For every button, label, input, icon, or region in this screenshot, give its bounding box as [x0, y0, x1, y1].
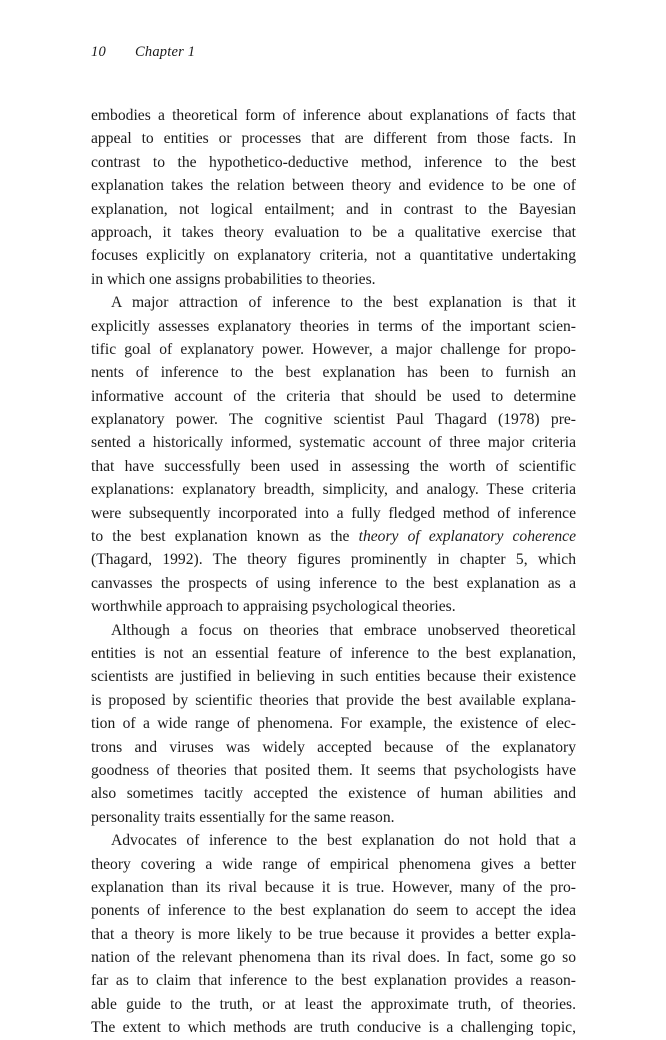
- text-line: Advocates of inference to the best explanation do not hold that a: [111, 832, 576, 850]
- text-line: Although a focus on theories that embrace unobserved theoretical: [111, 621, 576, 639]
- running-head: [91, 44, 195, 61]
- text-line: explicitly assesses explanatory theories in terms of the important scien-: [91, 317, 576, 335]
- text-line: far as to claim that inference to the best explanation provides a reason-: [91, 972, 576, 990]
- italic-term: theory of explanatory coherence: [358, 528, 576, 546]
- paragraph: [91, 291, 576, 618]
- text-line: personality traits essentially for the same reason.: [91, 808, 395, 826]
- paragraph: [91, 829, 576, 1040]
- text-line: explanation takes the relation between theory and evidence to be one of: [91, 177, 576, 195]
- text-line: also sometimes tacitly accepted the existence of human abilities and: [91, 785, 576, 803]
- text-line: to the best explanation known as the theory of explanatory coherence: [91, 528, 576, 546]
- text-line: scientists are justified in believing in such entities because their existence: [91, 668, 576, 686]
- text-line: that have successfully been used in assessing the worth of scientific: [91, 457, 576, 475]
- text-line: able guide to the truth, or at least the approximate truth, of theories.: [91, 995, 576, 1013]
- text-line: approach, it takes theory evaluation to be a qualitative exercise that: [91, 223, 576, 241]
- chapter-title: Chapter 1: [135, 44, 196, 60]
- text-line: appeal to entities or processes that are different from those facts. In: [91, 130, 576, 148]
- text-line: that a theory is more likely to be true because it provides a better expla-: [91, 925, 576, 943]
- text-line: explanatory power. The cognitive scientist Paul Thagard (1978) pre-: [91, 411, 576, 429]
- text-line: embodies a theoretical form of inference about explanations of facts that: [91, 107, 576, 124]
- text-line: theory covering a wide range of empirical phenomena gives a better: [91, 855, 576, 873]
- text-line: focuses explicitly on explanatory criteria, not a quantitative undertaking: [91, 247, 576, 265]
- text-line: tific goal of explanatory power. However, a major challenge for propo-: [91, 340, 576, 358]
- text-line: explanations: explanatory breadth, simplicity, and analogy. These criteria: [91, 481, 576, 499]
- paragraph: [91, 619, 576, 830]
- text-line: in which one assigns probabilities to theories.: [91, 270, 376, 288]
- text-line: The extent to which methods are truth conducive is a challenging topic,: [91, 1019, 576, 1037]
- page-number: 10: [91, 44, 106, 60]
- text-line: tion of a wide range of phenomena. For example, the existence of elec-: [91, 715, 576, 733]
- text-line: explanation than its rival because it is true. However, many of the pro-: [91, 878, 576, 896]
- text-line: A major attraction of inference to the best explanation is that it: [111, 294, 576, 312]
- paragraph: [91, 104, 576, 291]
- text-line: ponents of inference to the best explanation do seem to accept the idea: [91, 902, 576, 920]
- text-line: contrast to the hypothetico-deductive method, inference to the best: [91, 153, 576, 171]
- text-line: (Thagard, 1992). The theory figures prominently in chapter 5, which: [91, 551, 576, 569]
- text-line: nation of the relevant phenomena than its rival does. In fact, some go so: [91, 949, 576, 967]
- text-line: sented a historically informed, systematic account of three major criteria: [91, 434, 576, 452]
- text-line: nents of inference to the best explanation has been to furnish an: [91, 364, 576, 382]
- body-text: [91, 104, 576, 1040]
- text-line: goodness of theories that posited them. It seems that psychologists have: [91, 761, 576, 779]
- text-line: trons and viruses was widely accepted because of the explanatory: [91, 738, 576, 756]
- text-line: entities is not an essential feature of inference to the best explanation,: [91, 644, 576, 662]
- text-line: were subsequently incorporated into a fully fledged method of inference: [91, 504, 576, 522]
- text-line: informative account of the criteria that should be used to determine: [91, 387, 576, 405]
- text-line: canvasses the prospects of using inference to the best explanation as a: [91, 574, 576, 592]
- text-line: explanation, not logical entailment; and in contrast to the Bayesian: [91, 200, 576, 218]
- text-line: is proposed by scientific theories that provide the best available explana-: [91, 691, 576, 709]
- text-line: worthwhile approach to appraising psychological theories.: [91, 598, 456, 616]
